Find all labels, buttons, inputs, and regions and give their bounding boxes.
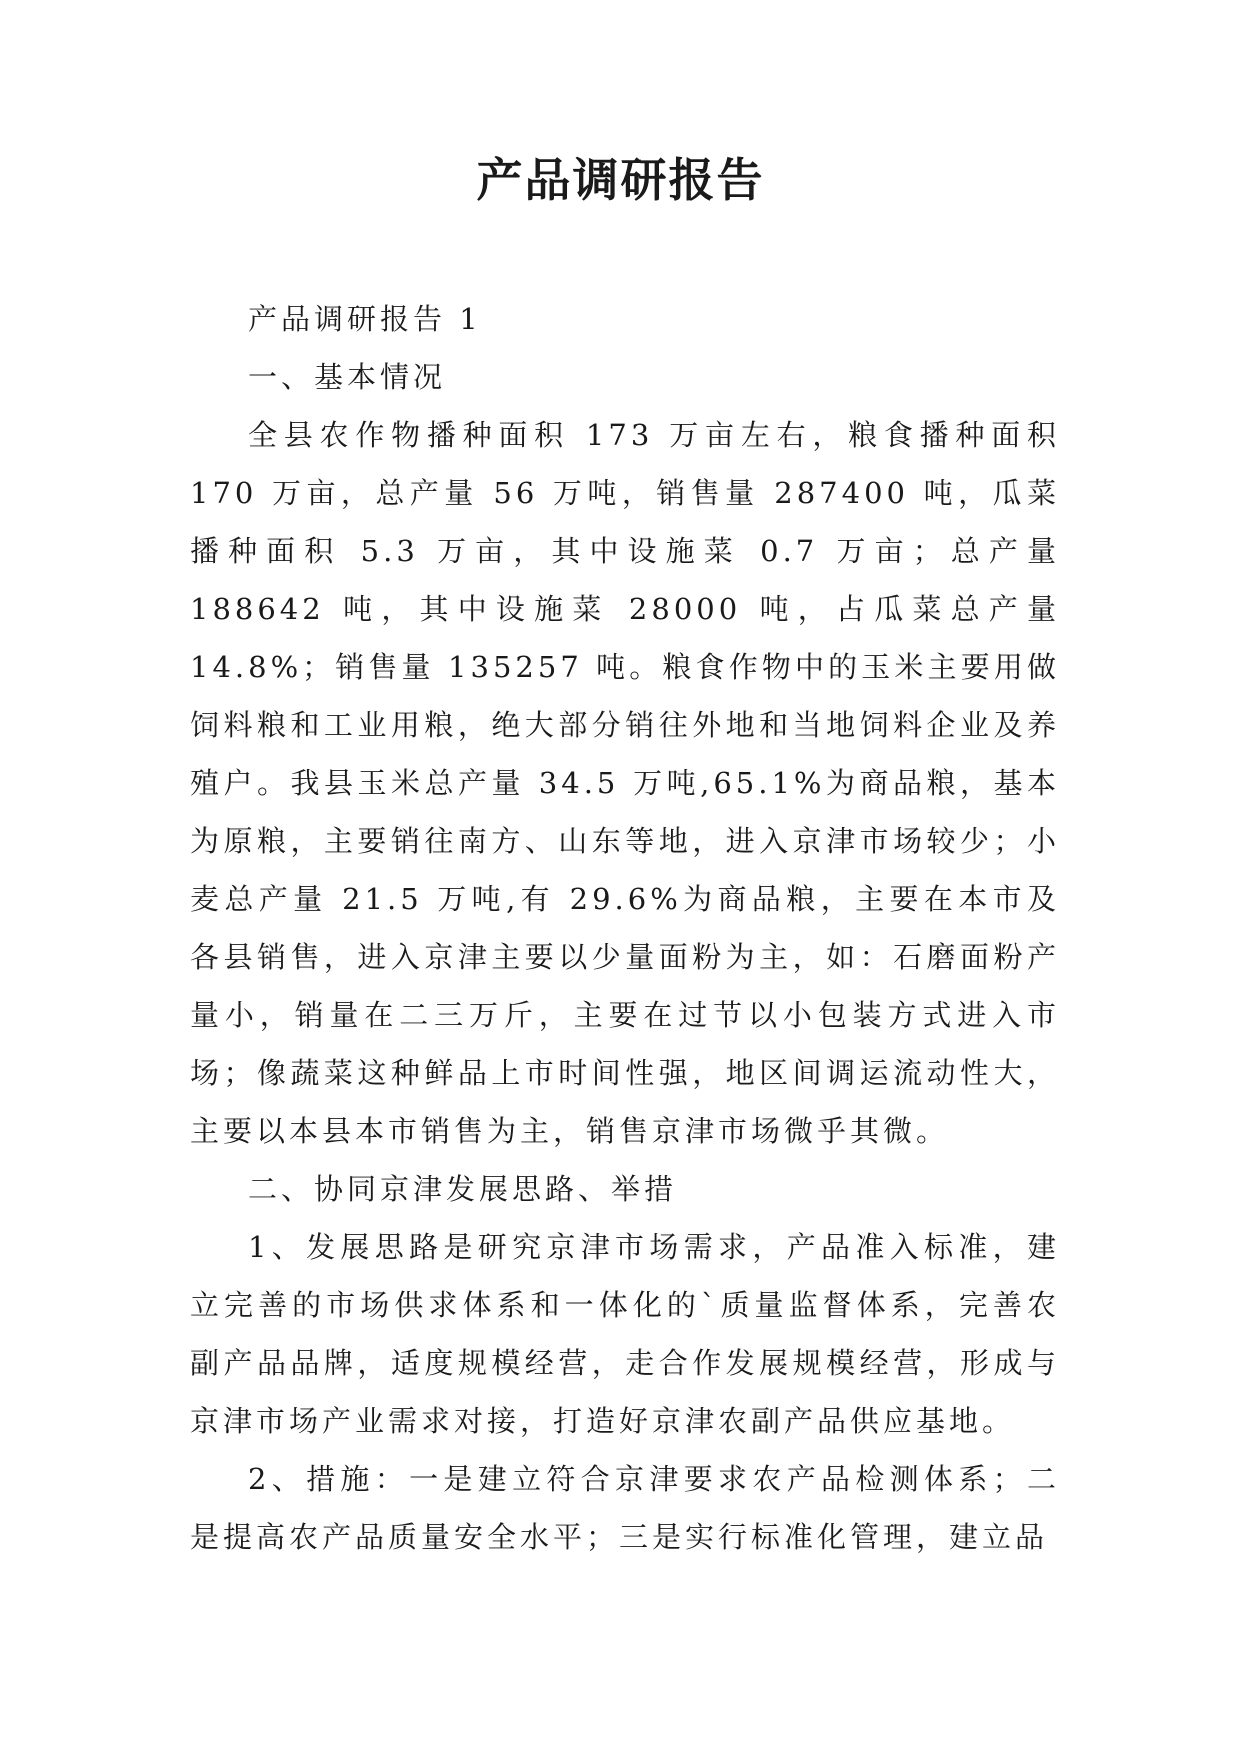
report-subtitle: 产品调研报告 1 xyxy=(248,302,482,336)
section-2-paragraph-1: 1、发展思路是研究京津市场需求，产品准入标准，建立完善的市场供求体系和一体化的`质量监督体系，完善农副产品品牌，适度规模经营，走合作发展规模经营，形成与京津市场产业需求对接，打造好京津农副产品供应基地。 xyxy=(190,1230,1060,1438)
section-2-paragraph-2: 2、措施：一是建立符合京津要求农产品检测体系；二是提高农产品质量安全水平；三是实行标准化管理，建立品 xyxy=(190,1462,1060,1554)
section-1-heading: 一、基本情况 xyxy=(248,360,447,394)
document-title: 产品调研报告 xyxy=(476,153,765,207)
document-body xyxy=(190,290,1060,1566)
section-1-paragraph: 全县农作物播种面积 173 万亩左右，粮食播种面积 170 万亩，总产量 56 万吨，销售量 287400 吨，瓜菜播种面积 5.3 万亩，其中设施菜 0.7 万亩；总产量 188642 吨，其中设施菜 28000 吨，占瓜菜总产量 14.8%；销售量 135257 吨。粮食作物中的玉米主要用做饲料粮和工业用粮，绝大部分销往外地和当地饲料企业及养殖户。我县玉米总产量 34.5 万吨,65.1%为商品粮，基本为原粮，主要销往南方、山东等地，进入京津市场较少；小麦总产量 21.5 万吨,有 29.6%为商品粮，主要在本市及各县销售，进入京津主要以少量面粉为主，如：石磨面粉产量小，销量在二三万斤，主要在过节以小包装方式进入市场；像蔬菜这种鲜品上市时间性强，地区间调运流动性大，主要以本县本市销售为主，销售京津市场微乎其微。 xyxy=(190,418,1060,1148)
section-2-heading: 二、协同京津发展思路、举措 xyxy=(248,1172,678,1206)
